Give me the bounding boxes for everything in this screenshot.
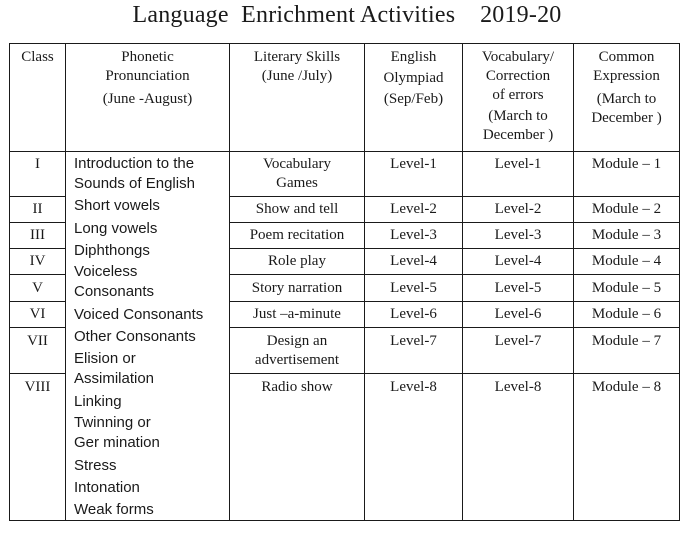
row-line [229, 222, 680, 223]
row-line [229, 327, 680, 328]
vocabulary-cell: Level-7 [494, 333, 542, 349]
row-line [9, 274, 66, 275]
class-cell: VI [29, 306, 46, 322]
header-vocabulary: Vocabulary/ Correction of errors (March to December ) [481, 49, 555, 143]
common-expression-cell: Module – 3 [591, 227, 662, 243]
phonetic-topic: Other Consonants [74, 328, 196, 345]
phonetic-topic: Ger mination [74, 434, 160, 451]
row-line [229, 248, 680, 249]
common-expression-cell: Module – 4 [591, 253, 662, 269]
row-line [9, 248, 66, 249]
phonetic-topic: Weak forms [74, 501, 154, 518]
vocabulary-cell: Level-1 [494, 156, 542, 172]
vocabulary-cell: Level-3 [494, 227, 542, 243]
literary-cell: Story narration [251, 280, 343, 296]
table-border-top [9, 43, 680, 44]
phonetic-topic: Voiced Consonants [74, 306, 204, 323]
row-line [9, 373, 66, 374]
literary-cell: Role play [268, 253, 326, 269]
class-cell: VII [27, 333, 48, 349]
literary-cell: Show and tell [255, 201, 339, 217]
phonetic-topic: Stress [74, 457, 117, 474]
phonetic-topic: Elision or [74, 350, 136, 367]
literary-cell: Vocabulary Games [262, 156, 332, 191]
class-cell: II [32, 201, 43, 217]
vocabulary-cell: Level-6 [494, 306, 542, 322]
header-divider [9, 151, 680, 152]
literary-cell: Radio show [261, 379, 333, 395]
olympiad-cell: Level-1 [390, 156, 437, 172]
phonetic-topic: Diphthongs [74, 242, 150, 259]
header-phonetic: Phonetic Pronunciation (June -August) [102, 49, 193, 107]
row-line [9, 327, 66, 328]
olympiad-cell: Level-3 [390, 227, 437, 243]
olympiad-cell: Level-7 [390, 333, 437, 349]
common-expression-cell: Module – 7 [591, 333, 662, 349]
class-cell: I [35, 156, 40, 172]
literary-cell: Design an advertisement [254, 333, 340, 368]
header-olympiad: English Olympiad (Sep/Feb) [383, 49, 444, 107]
common-expression-cell: Module – 6 [591, 306, 662, 322]
class-cell: IV [29, 253, 46, 269]
page-title: Language Enrichment Activities 2019-20 [132, 2, 562, 28]
olympiad-cell: Level-6 [390, 306, 437, 322]
row-line [9, 196, 66, 197]
phonetic-topic: Long vowels [74, 220, 158, 237]
literary-cell: Just –a-minute [253, 306, 341, 322]
common-expression-cell: Module – 8 [591, 379, 662, 395]
class-cell: VIII [24, 379, 51, 395]
header-literary: Literary Skills (June /July) [253, 49, 341, 84]
phonetic-topic: Assimilation [74, 370, 155, 387]
row-line [9, 301, 66, 302]
phonetic-topic: Sounds of English [74, 175, 195, 192]
class-cell: III [30, 227, 45, 243]
literary-cell: Poem recitation [249, 227, 345, 243]
olympiad-cell: Level-4 [390, 253, 437, 269]
olympiad-cell: Level-5 [390, 280, 437, 296]
phonetic-topic: Voiceless [74, 263, 138, 280]
row-line [229, 373, 680, 374]
vocabulary-cell: Level-4 [494, 253, 542, 269]
row-line [229, 301, 680, 302]
row-line [229, 274, 680, 275]
phonetic-topic: Twinning or [74, 414, 151, 431]
vocabulary-cell: Level-5 [494, 280, 542, 296]
olympiad-cell: Level-8 [390, 379, 437, 395]
phonetic-topic: Consonants [74, 283, 155, 300]
phonetic-topic: Linking [74, 393, 122, 410]
phonetic-topic: Intonation [74, 479, 140, 496]
row-line [229, 196, 680, 197]
vocabulary-cell: Level-2 [494, 201, 542, 217]
phonetic-topic: Short vowels [74, 197, 160, 214]
table-border-bottom [9, 520, 680, 521]
class-cell: V [32, 280, 43, 296]
common-expression-cell: Module – 2 [591, 201, 662, 217]
header-common-expression: Common Expression (March to December ) [591, 49, 662, 126]
vocabulary-cell: Level-8 [494, 379, 542, 395]
olympiad-cell: Level-2 [390, 201, 437, 217]
row-line [9, 222, 66, 223]
common-expression-cell: Module – 5 [591, 280, 662, 296]
phonetic-topic: Introduction to the [74, 155, 195, 172]
header-class: Class [21, 49, 54, 65]
common-expression-cell: Module – 1 [591, 156, 662, 172]
